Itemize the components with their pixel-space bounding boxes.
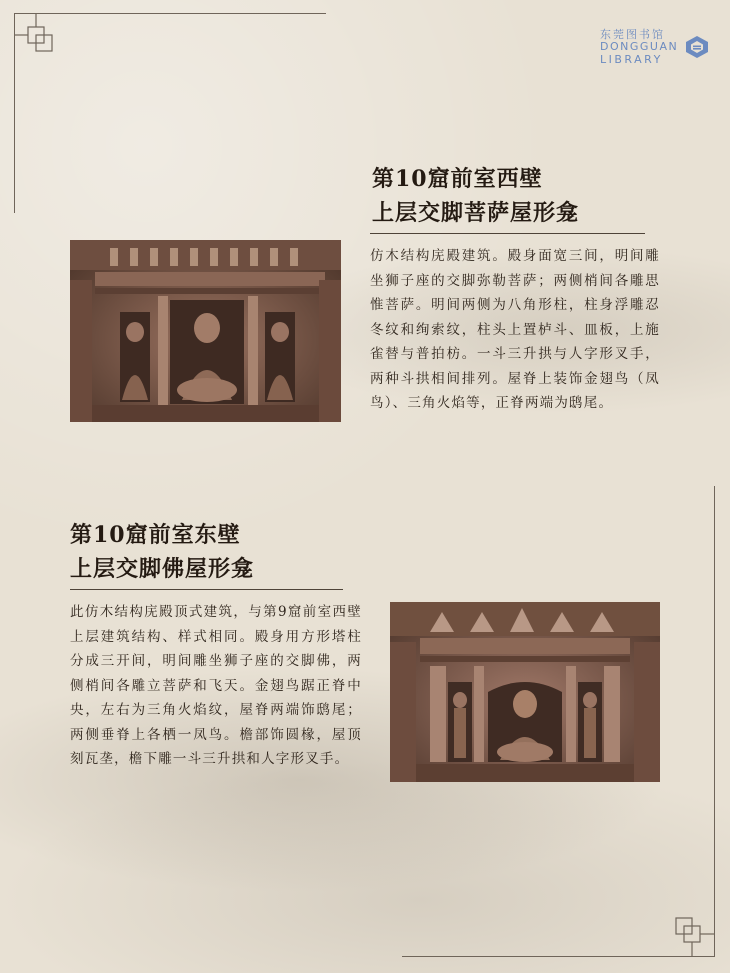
section-body-text: 此仿木结构庑殿顶式建筑，与第9窟前室西壁上层建筑结构、样式相同。殿身用方形塔柱分成三开间，明间雕坐狮子座的交脚佛，两侧梢间各雕立菩萨和飞天。金翅鸟踞正脊中央，左右为三角火焰纹，屋脊两端饰鸱尾；两侧垂脊上各栖一凤鸟。檐部饰圆椽，屋顶刻瓦垄，檐下雕一斗三升拱和人字形叉手。 bbox=[70, 604, 362, 767]
title-underline bbox=[70, 589, 343, 590]
library-logo bbox=[592, 26, 717, 68]
carved-niche-photo-west bbox=[70, 240, 341, 422]
corner-ornament-icon bbox=[14, 13, 60, 59]
logo-name-cn: 东莞图书馆 bbox=[600, 28, 665, 41]
logo-name-en-line2: LIBRARY bbox=[600, 53, 663, 66]
section-title-line2: 上层交脚菩萨屋形龛 bbox=[372, 200, 580, 226]
section-title-line1: 第10窟前室西壁 bbox=[372, 166, 543, 192]
library-logo-icon bbox=[684, 34, 710, 60]
section-title-line2: 上层交脚佛屋形龛 bbox=[70, 556, 255, 582]
corner-ornament-icon bbox=[668, 910, 714, 956]
logo-name-en-line1: DONGGUAN bbox=[600, 40, 679, 53]
frame-line-right bbox=[714, 486, 715, 956]
section-title-line1: 第10窟前室东壁 bbox=[70, 522, 241, 548]
carved-niche-photo-east bbox=[390, 602, 660, 782]
frame-line-bottom bbox=[402, 956, 715, 957]
section-body-text: 仿木结构庑殿建筑。殿身面宽三间，明间雕坐狮子座的交脚弥勒菩萨；两侧梢间各雕思惟菩萨。明间两侧为八角形柱，柱身浮雕忍冬纹和绚索纹，柱头上置栌斗、皿板，上施雀替与普拍枋。一斗三升拱与人字形叉手，两种斗拱相间排列。屋脊上装饰金翅鸟（凤鸟）、三角火焰等，正脊两端为鸱尾。 bbox=[370, 248, 660, 411]
title-underline bbox=[370, 233, 645, 234]
frame-line-top bbox=[14, 13, 326, 14]
